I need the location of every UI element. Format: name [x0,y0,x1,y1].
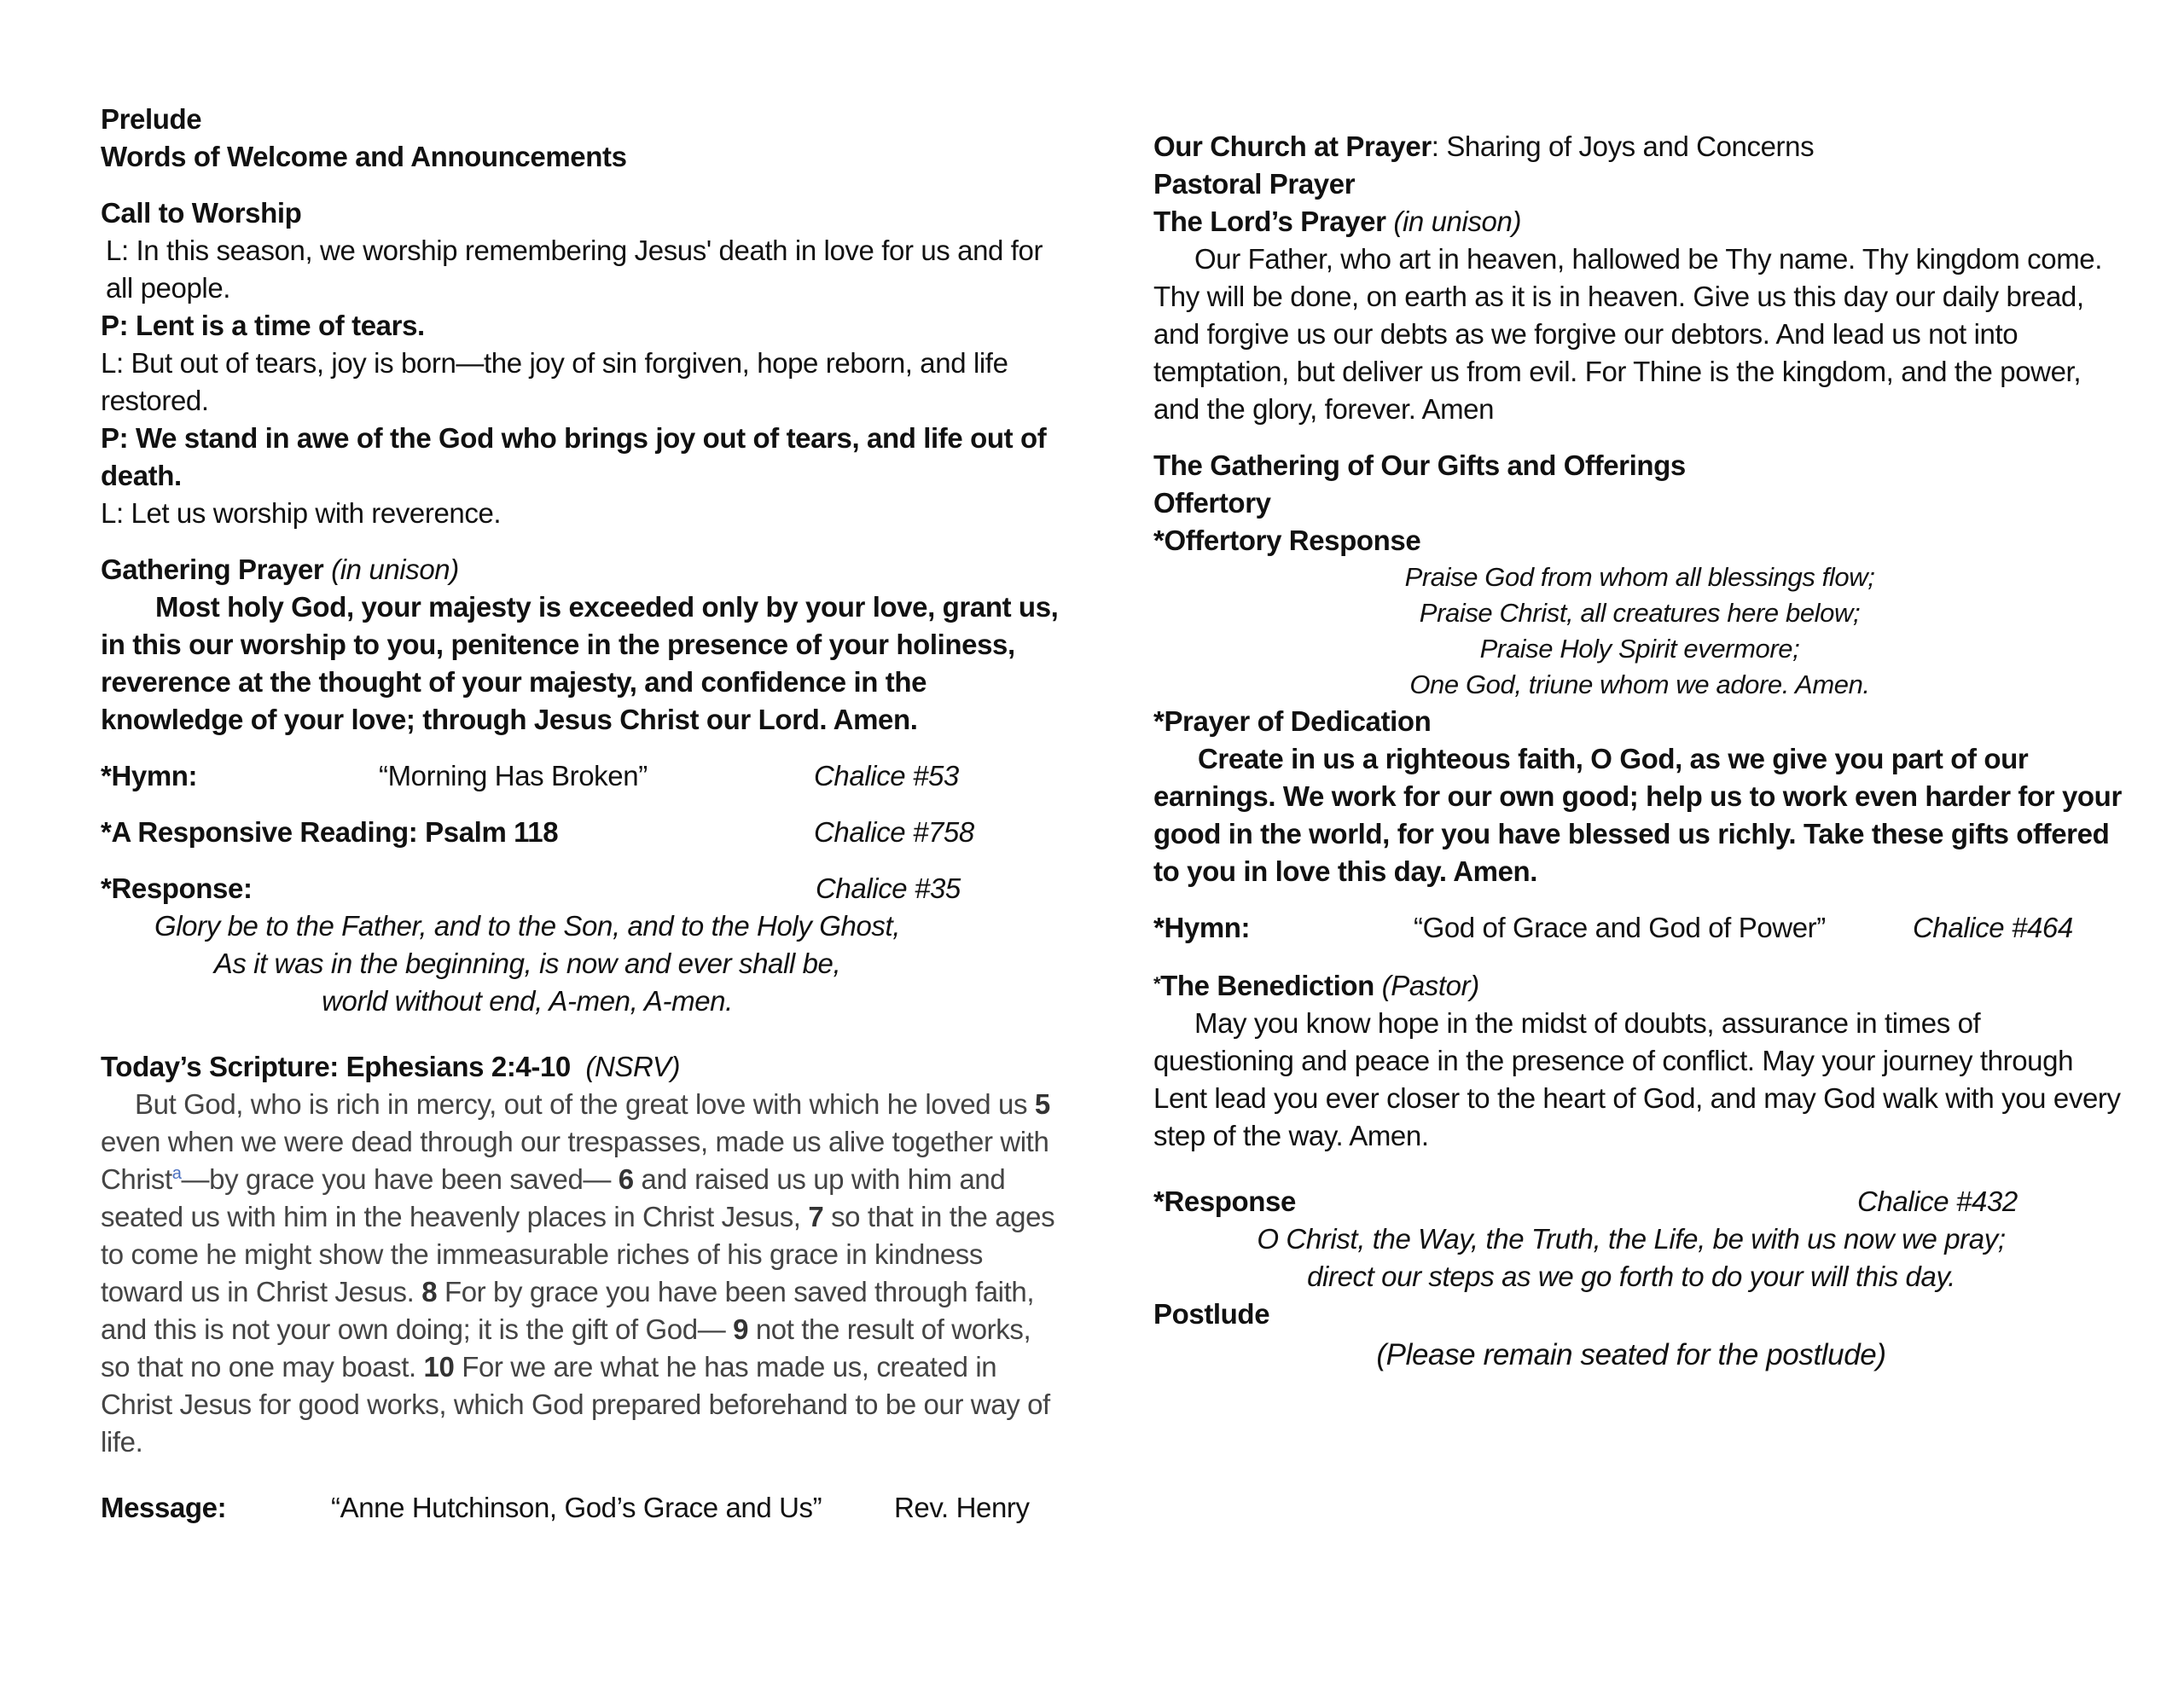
right-response-label: *Response [1153,1186,1296,1217]
offertory-response-heading: *Offertory Response [1153,525,1421,556]
response-line-3: world without end, A-men, A-men. [322,985,733,1017]
scripture-heading: Today’s Scripture: Ephesians 2:4-10 [101,1051,571,1082]
right-column [1153,0,2126,1374]
offertory-line-2: Praise Christ, all creatures here below; [1419,598,1861,628]
offertory-line-4: One God, triune whom we adore. Amen. [1409,670,1870,699]
gathering-prayer-text: Most holy God, your majesty is exceeded only by your love, grant us, in this our worship to you, penitence in the presence of your holiness, reverence at the thought of your majesty, and confidence in the knowledge of your love; through Jesus Christ our Lord. Amen. [101,591,1059,735]
call-line-5: L: Let us worship with reverence. [101,497,502,529]
call-to-worship-heading: Call to Worship [101,197,302,229]
postlude-note: (Please remain seated for the postlude) [1376,1338,1886,1371]
right-response-row [1153,1183,2126,1220]
message-speaker: Rev. Henry [894,1492,1030,1523]
gathering-prayer-heading: Gathering Prayer [101,554,324,585]
message-row [101,1489,1060,1527]
response-ref: Chalice #35 [816,872,961,904]
dedication-text: Create in us a righteous faith, O God, as we give you part of our earnings. We work for our own good; help us to work even harder for your good in the world, for you have blessed us richly. Take these gifts offered to you in love this day. Amen. [1153,743,2122,887]
right-hymn-ref: Chalice #464 [1913,912,2073,943]
reading-label: *A Responsive Reading: Psalm 118 [101,816,559,848]
benediction-heading: The Benediction [1160,970,1374,1001]
offertory-line-1: Praise God from whom all blessings flow; [1404,562,1875,592]
benediction-star: * [1153,973,1161,994]
call-line-2: P: Lent is a time of tears. [101,310,425,341]
left-column [101,0,1060,1527]
benediction-title [1153,965,2126,1005]
right-hymn-row [1153,909,2126,947]
lords-prayer-text: Our Father, who art in heaven, hallowed be Thy name. Thy kingdom come. Thy will be done, on earth as it is in heaven. Give us this day our daily bread, and forgive us our debts as we forgive our debtors. And lead us not into temptation, but deliver us from evil. For Thine is the kingdom, and the power, and the glory, forever. Amen [1153,243,2103,425]
gifts-heading: The Gathering of Our Gifts and Offerings [1153,449,1686,481]
response-line-1: Glory be to the Father, and to the Son, and to the Holy Ghost, [154,910,901,942]
message-title: “Anne Hutchinson, God’s Grace and Us” [331,1492,822,1523]
benediction-note: (Pastor) [1381,970,1479,1001]
right-hymn-label: *Hymn: [1153,912,1251,943]
scripture-title [101,1048,1060,1086]
postlude-heading: Postlude [1153,1298,1270,1330]
pastoral-prayer-heading: Pastoral Prayer [1153,168,1356,200]
right-hymn-title: “God of Grace and God of Power” [1414,912,1826,943]
reading-ref: Chalice #758 [814,816,974,848]
hymn-title: “Morning Has Broken” [379,760,648,791]
response-label: *Response: [101,872,253,904]
gathering-prayer-title [101,551,1060,588]
response-row [101,870,1060,907]
lords-prayer-title [1153,203,2126,241]
lords-prayer-note: (in unison) [1393,206,1522,237]
welcome-heading: Words of Welcome and Announcements [101,141,627,172]
footnote-marker[interactable]: a [171,1164,182,1183]
prelude-heading: Prelude [101,103,202,135]
offertory-line-3: Praise Holy Spirit evermore; [1479,634,1800,664]
call-line-3: L: But out of tears, joy is born—the joy of sin forgiven, hope reborn, and life restored. [101,347,1008,416]
hymn-row [101,757,1060,795]
scripture-text: But God, who is rich in mercy, out of the great love with which he loved us 5 even when we were dead through our trespasses, made us alive together with Christ$^a$—by grace you have been saved— 6 and raised us up with him and seated us with him in the heavenly places in Christ Jesus, 7 so that in the ages to come he might show the immeasurable riches of his grace in kindness toward us in Christ Jesus. 8 For by grace you have been saved through faith, and this is not your own doing; it is the gift of God— 9 not the result of works, so that no one may boast. 10 For we are what he has made us, created in Christ Jesus for good works, which God prepared beforehand to be our way of life. [101,1088,1055,1458]
call-line-1: L: In this season, we worship remembering Jesus' death in love for us and for all people. [106,235,1043,304]
church-prayer-heading: Our Church at Prayer [1153,130,1432,162]
gathering-prayer-note: (in unison) [331,554,459,585]
message-label: Message: [101,1492,227,1523]
church-prayer-line [1153,128,2126,165]
call-line-4: P: We stand in awe of the God who brings joy out of tears, and life out of death. [101,422,1047,491]
church-prayer-rest: : Sharing of Joys and Concerns [1431,130,1815,162]
offertory-heading: Offertory [1153,487,1271,519]
right-response-line-1: O Christ, the Way, the Truth, the Life, be with us now we pray; [1257,1223,2006,1255]
scripture-version: (NSRV) [585,1051,681,1082]
hymn-ref: Chalice #53 [814,760,959,791]
right-response-line-2: direct our steps as we go forth to do your will this day. [1307,1261,1955,1292]
response-line-2: As it was in the beginning, is now and ever shall be, [213,948,841,979]
dedication-heading: *Prayer of Dedication [1153,705,1432,737]
benediction-text: May you know hope in the midst of doubts, assurance in times of questioning and peace in the presence of conflict. May your journey through Lent lead you ever closer to the heart of God, and may God walk with you every step of the way. Amen. [1153,1007,2121,1151]
hymn-label: *Hymn: [101,760,198,791]
lords-prayer-heading: The Lord’s Prayer [1153,206,1386,237]
reading-row [101,814,1060,851]
right-response-ref: Chalice #432 [1857,1186,2018,1217]
